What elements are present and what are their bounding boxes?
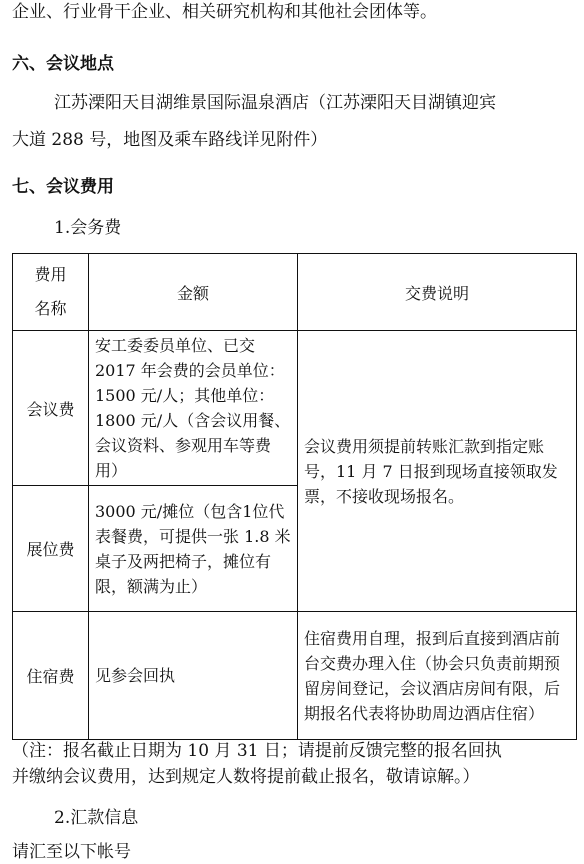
fee-table xyxy=(12,253,576,740)
row-booth-fee-name: 展位费 xyxy=(13,486,89,612)
row-lodging-fee-name: 住宿费 xyxy=(13,612,89,740)
row-booth-fee-amount: 3000 元/摊位（包含1位代表餐费，可提供一张 1.8 米桌子及两把椅子，摊位有限，额满为止） xyxy=(89,486,298,612)
shared-payment-note: 会议费用须提前转账汇款到指定账号，11 月 7 日报到现场直接领取发票，不接收现场报名。 xyxy=(298,331,577,612)
footnote-line1: （注：报名截止日期为 10 月 31 日；请提前反馈完整的报名回执 xyxy=(12,741,502,761)
section6-heading: 六、会议地点 xyxy=(12,54,114,74)
header-fee-name: 费用 名称 xyxy=(13,254,89,331)
section6-address-line1: 江苏溧阳天目湖维景国际温泉酒店（江苏溧阳天目湖镇迎宾 xyxy=(54,93,496,113)
footnote-line2: 并缴纳会议费用，达到规定人数将提前截止报名，敬请谅解。） xyxy=(12,767,480,787)
row-meeting-fee-name: 会议费 xyxy=(13,331,89,486)
intro-line: 企业、行业骨干企业、相关研究机构和其他社会团体等。 xyxy=(12,2,437,22)
remittance-instruction: 请汇至以下帐号 xyxy=(12,842,131,862)
header-payment-note: 交费说明 xyxy=(298,254,577,331)
header-amount: 金额 xyxy=(89,254,298,331)
row-meeting-fee-amount: 安工委委员单位、已交2017 年会费的会员单位：1500 元/人；其他单位：1800 元/人（含会议用餐、会议资料、参观用车等费用） xyxy=(89,331,298,486)
section6-address-line2: 大道 288 号，地图及乘车路线详见附件） xyxy=(12,130,328,150)
remittance-subheading: 2.汇款信息 xyxy=(54,808,139,828)
row-lodging-fee-amount: 见参会回执 xyxy=(89,612,298,740)
conference-fee-subheading: 1.会务费 xyxy=(54,218,122,238)
section7-heading: 七、会议费用 xyxy=(12,177,114,197)
row-lodging-fee-note: 住宿费用自理，报到后直接到酒店前台交费办理入住（协会只负责前期预留房间登记，会议酒店房间有限，后期报名代表将协助周边酒店住宿） xyxy=(298,612,577,740)
